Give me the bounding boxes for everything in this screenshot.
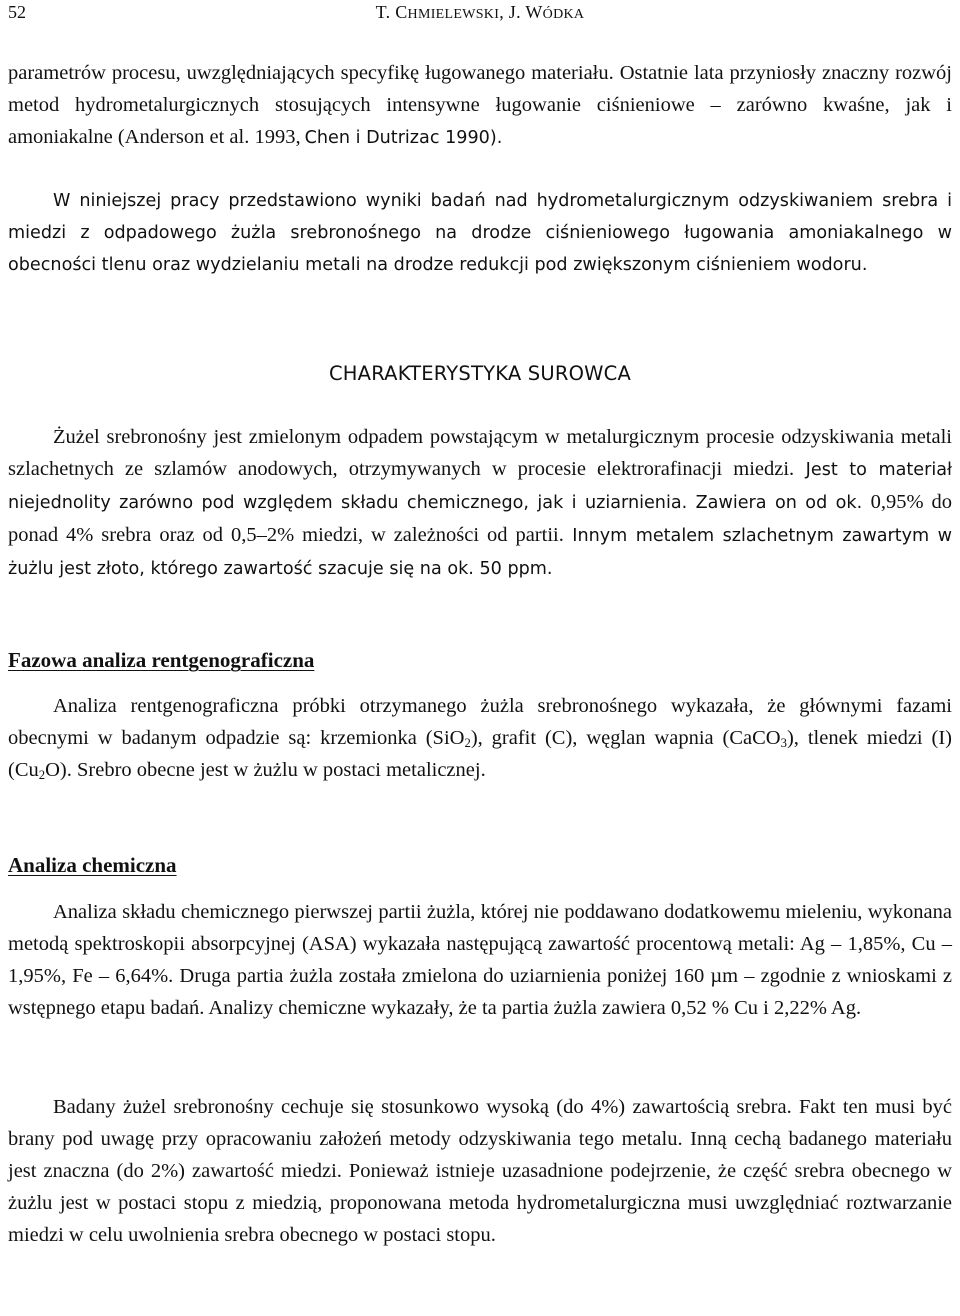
running-header: [8, 0, 952, 41]
phase-subscript-2: 3: [780, 736, 787, 751]
chemical-analysis-paragraph-2: [8, 1091, 952, 1251]
section-paragraph-part-c: 0,95% do ponad 4% srebra oraz od 0,5–2% miedzi, w zależności od partii.: [8, 491, 953, 546]
phase-subscript-1: 2: [464, 736, 471, 751]
chemical-analysis-paragraph-1: [8, 896, 952, 1024]
phase-text-3: ), tlenek miedzi (I) (Cu: [8, 727, 952, 781]
phase-subscript-3: 2: [38, 768, 46, 783]
running-header-authors: [8, 1, 952, 26]
author-separator: , J. W: [499, 2, 543, 22]
document-page: [8, 0, 953, 1246]
intro-paragraph-1: [8, 57, 952, 154]
section-paragraph-part-b: Jest to materiał niejednolity zarówno pod względem składu chemicznego, jak i uziarnienia. Zawiera on od ok.: [8, 460, 952, 513]
section-paragraph-part-a: Żużel srebronośny jest zmielonym odpadem powstającym w metalurgicznym procesie odzyskiwania metali szlachetnych ze szlamów anodowych, otrzymywanych w procesie elektrorafinacji miedzi.: [8, 426, 952, 480]
author2-surname: ÓDKA: [542, 7, 585, 22]
phase-analysis-heading: Fazowa analiza rentgenograficzna: [8, 648, 315, 672]
section-title: CHARAKTERYSTYKA SUROWCA: [328, 362, 631, 385]
intro-paragraph-2: [8, 185, 952, 281]
chemical-analysis-paragraph-1-text: Analiza składu chemicznego pierwszej partii żużla, której nie poddawano dodatkowemu mieleniu, wykonana metodą spektroskopii absorpcyjnej (ASA) wykazała następującą zawartość procentową metali: Ag – 1,85%, Cu – 1,95%, Fe – 6,64%. Druga partia żużla została zmielona do uziarnienia poniżej 160 µm – zgodnie z wnioskami z wstępnego etapu badań. Analizy chemiczne wykazały, że ta partia żużla zawiera 0,52 % Cu i 2,22% Ag.: [8, 901, 952, 1019]
phase-text-4: O). Srebro obecne jest w żużlu w postaci metalicznej.: [45, 759, 486, 781]
intro-paragraph-1-citation: Chen i Dutrizac 1990).: [304, 128, 503, 148]
intro-paragraph-1-text: parametrów procesu, uwzględniających specyfikę ługowanego materiału. Ostatnie lata przyniosły znaczny rozwój metod hydrometalurgicznych stosujących intensywne ługowanie ciśnieniowe – zarówno kwaśne, jak i amoniakalne (Anderson et al. 1993,: [8, 62, 952, 148]
phase-analysis-paragraph: [8, 690, 952, 786]
phase-text-2: ), grafit (C), węglan wapnia (CaCO: [470, 727, 781, 749]
chemical-analysis-heading: Analiza chemiczna: [8, 853, 177, 877]
section-paragraph: [8, 421, 952, 585]
section-paragraph-part-d: Innym metalem szlachetnym zawartym w żużlu jest złoto, którego zawartość szacuje się na ok. 50 ppm.: [8, 526, 952, 579]
phase-text-1: Analiza rentgenograficzna próbki otrzymanego żużla srebronośnego wykazała, że głównymi fazami obecnymi w badanym odpadzie są: krzemionka (SiO: [8, 695, 952, 749]
chemical-analysis-paragraph-2-text: Badany żużel srebronośny cechuje się stosunkowo wysoką (do 4%) zawartością srebra. Fakt ten musi być brany pod uwagę przy opracowaniu założeń metody odzyskiwania tego metalu. Inną cechą badanego materiału jest znaczna (do 2%) zawartość miedzi. Ponieważ istnieje uzasadnione podejrzenie, że część srebra obecnego w żużlu jest w postaci stopu z miedzią, proponowana metoda hydrometalurgiczna musi uwzględniać roztwarzanie miedzi w celu uwolnienia srebra obecnego w postaci stopu.: [8, 1096, 952, 1246]
author1-surname: HMIELEWSKI: [407, 7, 500, 22]
intro-paragraph-2-text: W niniejszej pracy przedstawiono wyniki badań nad hydrometalurgicznym odzyskiwaniem srebra i miedzi z odpadowego żużla srebronośnego na drodze ciśnieniowego ługowania amoniakalnego w obecności tlenu oraz wydzielaniu metali na drodze redukcji pod zwiększonym ciśnieniem wodoru.: [8, 191, 952, 275]
page-number: 52: [8, 2, 26, 22]
author1-initial: T. C: [375, 2, 408, 22]
